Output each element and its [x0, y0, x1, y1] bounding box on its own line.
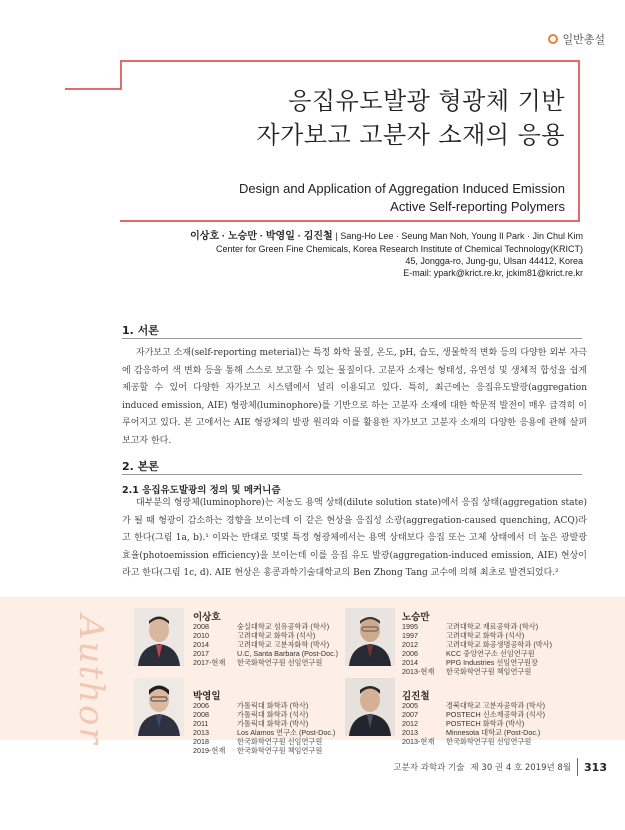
- career-desc: U.C, Santa Barbara (Post-Doc.): [237, 648, 339, 658]
- career-year: 2012: [402, 718, 418, 728]
- english-title-line1: Design and Application of Aggregation Induced Emission: [239, 181, 565, 196]
- author-name-3: 박영일: [193, 691, 221, 702]
- author-career-2: [402, 623, 552, 676]
- career-desc: 가톨릭대 화학과 (학사): [237, 701, 309, 710]
- career-desc: 가톨릭대 화학과 (석사): [237, 709, 309, 719]
- author-photo-4: [345, 678, 395, 736]
- career-year: 2014: [402, 657, 418, 667]
- author-names-separator: |: [335, 231, 341, 241]
- author-email: E-mail: ypark@krict.re.kr, jckim81@krict.re.kr: [403, 268, 583, 278]
- intro-text: 자가보고 소재(self-reporting meterial)는 특정 화학 물질, 온도, pH, 습도, 생물학적 변화 등의 다양한 외부 자극에 감응하여 색 변화 등을 통해 스스로 보고할 수 있는 물질이다. 고분자 소재는 형태성, 유연성 및 생체적 합성을 쉽게 제공할 수 있어 다양한 자가보고 시스템에서 널리 이용되고 있다. 특히, 최근에는 응집유도발광(aggregation induced emission, AIE) 형광체(luminophore)를 기반으로 하는 고분자 소재에 대한 학문적 발전이 매우 급격히 이루어지고 있다. 본 고에서는 AIE 형광체의 발광 원리와 이를 활용한 자가보고 고분자 소재의 다양한 응용에 관해 살펴보고자 한다.: [122, 348, 587, 446]
- career-year: 2012: [402, 639, 418, 649]
- intro-divider: [122, 338, 582, 339]
- author-name-4: 김진철: [402, 691, 430, 702]
- career-year: 1997: [402, 630, 418, 640]
- author-career-1: [193, 623, 338, 668]
- author-names: [190, 230, 583, 243]
- career-year: 2008: [193, 622, 209, 631]
- author-photo-2: [345, 608, 395, 666]
- career-year: 1995: [402, 622, 418, 631]
- footer-divider: [577, 758, 578, 776]
- intro-heading: 1. 서론: [122, 324, 159, 337]
- korean-title-line1: 응집유도발광 형광체 기반: [288, 87, 565, 115]
- page-footer: [393, 758, 607, 776]
- body-text: 대부분의 형광체(luminophore)는 저농도 용액 상태(dilute solution state)에서 응집 상태(aggregation state)가 될 때 형광이 감소하는 경향을 보이는데 이 같은 현상을 응집성 소광(aggregation-caused quenching, ACQ)라고 한다(그림 1a, b).¹ 이와는 반대로 몇몇 특정 형광체에서는 용액 상태보다 응집 또는 고체 상태에서 더 높은 광발광 효율(photoemission efficiency)을 보이는데 이를 응집 유도 발광(aggregation-induced emission, AIE) 현상이라고 한다(그림 1c, d). AIE 현상은 홍콩과학기술대학교의 Ben Zhong Tang 교수에 의해 최초로 발견되었다.²: [122, 498, 587, 578]
- author-career-3: [193, 702, 335, 755]
- author-photo-1: [134, 608, 184, 666]
- career-desc: KCC 중앙연구소 선임연구원: [446, 648, 535, 658]
- person-photo-icon: [134, 678, 184, 736]
- section-tag: [548, 31, 605, 47]
- title-frame-accent-vertical: [120, 60, 122, 90]
- career-row: [402, 668, 552, 677]
- career-year: 2008: [193, 709, 209, 719]
- author-name-1: 이상호: [193, 612, 221, 623]
- career-year: 2007: [402, 709, 418, 719]
- career-year: 2013-현재: [402, 736, 435, 746]
- career-desc: 숭실대학교 섬유공학과 (학사): [237, 622, 330, 631]
- english-title: [239, 180, 565, 216]
- career-year: 2005: [402, 701, 418, 710]
- career-year: 2014: [193, 639, 209, 649]
- career-desc: 한국화학연구원 책임연구원: [237, 745, 323, 755]
- author-career-4: [402, 702, 545, 747]
- person-photo-icon: [134, 608, 184, 666]
- author-names-ko: 이상호 · 노승만 · 박영일 · 김진철: [190, 231, 333, 242]
- body-divider: [122, 474, 582, 475]
- korean-title: [256, 84, 565, 152]
- career-desc: 고려대학교 재료공학과 (학사): [446, 622, 539, 631]
- korean-title-line2: 자가보고 고분자 소재의 응용: [256, 121, 565, 149]
- career-desc: 한국화학연구원 책임연구원: [446, 666, 532, 676]
- career-desc: Minnesota 대학교 (Post-Doc.): [446, 727, 541, 737]
- career-desc: POSTECH 화학과 (박사): [446, 718, 525, 728]
- career-desc: Los Alamos 연구소 (Post-Doc.): [237, 727, 336, 737]
- intro-paragraph: [122, 345, 587, 450]
- career-year: 2019-현재: [193, 745, 226, 755]
- career-desc: 고려대학교 화학과 (석사): [237, 630, 316, 640]
- career-year: 2006: [193, 701, 209, 710]
- career-desc: PPG Industries 선임연구원장: [446, 657, 538, 667]
- circle-bullet-icon: [548, 34, 558, 44]
- career-year: 2006: [402, 648, 418, 658]
- career-row: [402, 738, 545, 747]
- subsection-heading: 2.1 응집유도발광의 정의 및 메커니즘: [122, 485, 281, 496]
- career-desc: 고려대학교 화학과 (석사): [446, 630, 525, 640]
- english-title-line2: Active Self-reporting Polymers: [390, 199, 565, 214]
- author-name-2: 노승만: [402, 612, 430, 623]
- career-year: 2017-현재: [193, 657, 226, 667]
- career-desc: 경북대학교 고분자공학과 (학사): [446, 701, 546, 710]
- author-affiliation: Center for Green Fine Chemicals, Korea Research Institute of Chemical Technology(KRICT): [216, 244, 583, 254]
- career-row: [193, 747, 335, 756]
- person-photo-icon: [345, 608, 395, 666]
- career-desc: 한국화학연구원 선임연구원: [237, 657, 323, 667]
- author-photo-3: [134, 678, 184, 736]
- body-paragraph: [122, 495, 587, 583]
- career-year: 2011: [193, 718, 209, 728]
- career-year: 2013: [402, 727, 418, 737]
- journal-name: 고분자 과학과 기술: [393, 763, 465, 773]
- career-row: [193, 659, 338, 668]
- career-desc: 한국화학연구원 선임연구원: [446, 736, 532, 746]
- author-block: [190, 230, 583, 279]
- journal-issue: 제 30 권 4 호 2019년 8월: [470, 763, 572, 773]
- author-names-en: Sang-Ho Lee · Seung Man Noh, Young Il Park · Jin Chul Kim: [340, 231, 583, 241]
- career-year: 2013-현재: [402, 666, 435, 676]
- career-year: 2010: [193, 630, 209, 640]
- section-tag-label: 일반총설: [562, 33, 605, 46]
- body-heading: 2. 본론: [122, 460, 159, 473]
- title-frame-accent: [65, 88, 120, 90]
- author-address: 45, Jongga-ro, Jung-gu, Ulsan 44412, Korea: [405, 256, 583, 266]
- career-desc: 고려대학교 고분자화학 (박사): [237, 639, 330, 649]
- page-number: 313: [584, 760, 607, 774]
- career-year: 2017: [193, 648, 209, 658]
- career-desc: 가톨릭대 화학과 (박사): [237, 718, 309, 728]
- person-photo-icon: [345, 678, 395, 736]
- career-year: 2013: [193, 727, 209, 737]
- career-desc: 한국화학연구원 선임연구원: [237, 736, 323, 746]
- career-desc: POSTECH 신소재공학과 (석사): [446, 709, 546, 719]
- career-year: 2018: [193, 736, 209, 746]
- career-desc: 고려대학교 화공생명공학과 (박사): [446, 639, 552, 649]
- author-panel-label: Author: [71, 615, 111, 746]
